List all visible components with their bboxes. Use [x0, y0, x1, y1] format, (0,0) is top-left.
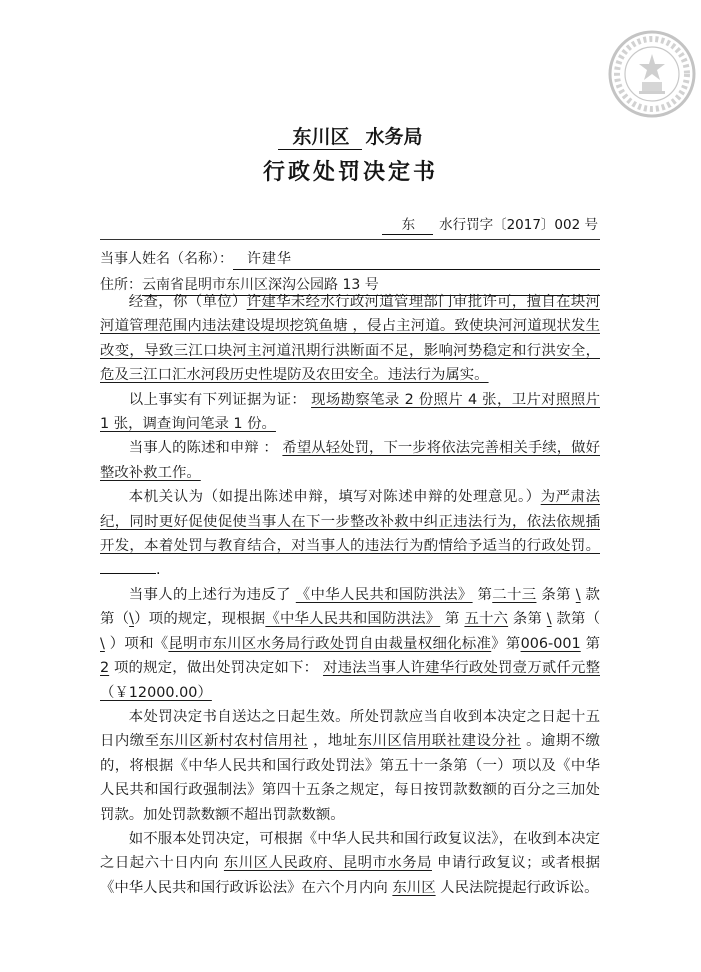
violation-t5: ）项的规定，现根据	[134, 611, 266, 628]
standard-number: 006-001	[520, 635, 581, 652]
evidence-paragraph	[100, 388, 600, 437]
court-name: 东川区	[392, 879, 436, 896]
party-name-line	[100, 244, 600, 270]
violation-t7: 条第	[512, 611, 543, 628]
violation-paragraph	[100, 583, 600, 705]
statement-content: 希望从轻处罚，下一步将依法完善相关手续，做好整改补救工作。	[100, 440, 600, 481]
opinion-lead: 本机关认为（如提出陈述申辩，填写对陈述申辩的处理意见。）	[128, 489, 541, 506]
standard-item: 2	[100, 660, 110, 677]
violation-t2: 第	[477, 586, 493, 603]
violation-t6: 第	[445, 611, 460, 628]
review-body: 东川区人民政府、昆明市水务局	[223, 855, 432, 872]
agency-name: 水务局	[365, 126, 423, 148]
seal-emblem-icon	[606, 28, 698, 120]
payment-t1: 本处罚决定书自送达之日起生效。所处罚款应当自收到本决定之日起十五日内缴至	[100, 708, 600, 750]
discretion-standard: 昆明市东川区水务局行政处罚自由裁量权细化标准	[168, 635, 492, 652]
violation-t9: ）项和《	[109, 635, 169, 652]
evidence-content: 现场勘察笔录 2 份照片 4 张，卫片对照照片 1 张，调查询问笔录 1 份。	[100, 391, 600, 433]
document-body	[100, 290, 600, 900]
document-number-prefix: 东	[382, 216, 434, 235]
appeal-paragraph	[100, 827, 600, 900]
payment-bank: 东川区新村农村信用社	[159, 733, 309, 750]
document-title: 行政处罚决定书	[262, 160, 438, 185]
opinion-paragraph	[100, 485, 600, 583]
official-seal	[606, 28, 698, 120]
basis-article: 五十六	[464, 611, 509, 628]
penalty-decision: 对违法当事人许建华行政处罚壹万贰仟元整（￥12000.00）	[100, 660, 600, 701]
violation-t10: 》第	[491, 635, 521, 652]
violated-item: \	[129, 611, 135, 628]
basis-clause: \	[546, 611, 552, 628]
facts-paragraph	[100, 290, 600, 388]
party-name-value: 许建华	[233, 249, 600, 270]
agency-district: 东川区	[278, 125, 361, 150]
violation-t4: 款第（	[100, 586, 600, 628]
issuing-agency	[0, 124, 701, 150]
party-address-value: 云南省昆明市东川区深沟公园路 13 号	[142, 275, 600, 296]
violation-t3: 条第	[541, 586, 571, 603]
payment-t2: ，地址	[313, 733, 358, 750]
basis-law: 《中华人民共和国防洪法》	[265, 611, 441, 628]
payment-paragraph	[100, 705, 600, 827]
violated-article: 二十三	[492, 586, 537, 603]
violation-t1: 当事人的上述行为违反了	[128, 586, 291, 603]
violation-t8: 款第（	[556, 611, 600, 628]
statement-lead: 当事人的陈述和申辩 ：	[128, 440, 278, 457]
violated-law: 《中华人民共和国防洪法》	[295, 586, 473, 603]
violation-t11: 第	[585, 635, 600, 652]
opinion-blank	[100, 559, 156, 574]
document-number	[382, 214, 598, 236]
opinion-content: 为严肃法纪，同时更好促使促使当事人在下一步整改补救中纠正违法行为，依法依规插开发，本着处罚与教育结合，对当事人的违法行为酌情给予适当的行政处罚。	[100, 489, 600, 555]
facts-content: 许建华未经水行政河道管理部门审批许可，擅自在块河河道管理范围内违法建设堤坝挖筑鱼塘 ，侵占主河道。致使块河河道现状发生改变，导致三江口块河主河道汛期行洪断面不足，影响河势稳定和行洪安全，危及三江口汇水河段历史性堤防及农田安全。违法行为属实。	[100, 294, 600, 384]
party-info	[100, 244, 600, 296]
statement-paragraph	[100, 436, 600, 485]
facts-lead: 经查，你（单位）	[128, 294, 247, 310]
party-address-label: 住所：	[100, 277, 142, 293]
basis-item: \	[100, 635, 105, 652]
opinion-end: .	[156, 562, 161, 579]
violated-clause: \	[575, 586, 581, 603]
appeal-t2: 申请行政复议；或者根据《中华人民共和国行政诉讼法》在六个月内向	[100, 855, 600, 896]
party-name-label: 当事人姓名（名称）：	[100, 251, 233, 267]
violation-t12: 项的规定，做出处罚决定如下：	[113, 660, 319, 677]
payment-t3: 。逾期不缴的，将根据《中华人民共和国行政处罚法》第五十一条第（一）项以及《中华人民共和国行政强制法》第四十五条之规定，每日按罚款数额的百分之三加处罚款。加处罚款数额不超出罚款数额。	[100, 733, 600, 823]
appeal-t1: 如不服本处罚决定，可根据《中华人民共和国行政复议法》，在收到本决定之日起六十日内向	[100, 830, 600, 872]
evidence-lead: 以上事实有下列证据为证：	[128, 391, 307, 408]
document-number-text: 水行罚字〔2017〕002 号	[439, 217, 598, 233]
appeal-t3: 人民法院提起行政诉讼。	[440, 879, 599, 896]
payment-bank-address: 东川区信用联社建设分社	[357, 733, 522, 750]
header-divider	[100, 239, 600, 240]
